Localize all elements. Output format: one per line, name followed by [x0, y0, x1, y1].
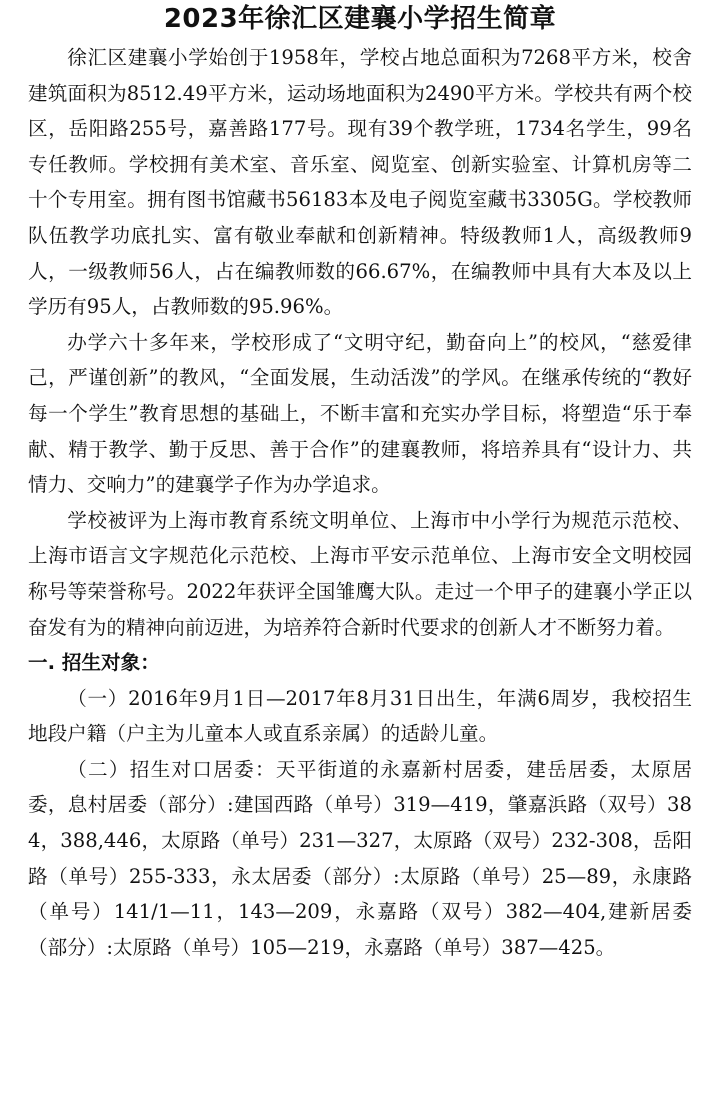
enrollment-item-age: （一）2016年9月1日—2017年8月31日出生，年满6周岁，我校招生地段户籍（户主为儿童本人或直系亲属）的适龄儿童。 — [28, 686, 692, 746]
intro-paragraph: 徐汇区建襄小学始创于1958年，学校占地总面积为7268平方米，校舍建筑面积为8512.49平方米，运动场地面积为2490平方米。学校共有两个校区，岳阳路255号，嘉善路177号。现有39个教学班，1734名学生，99名专任教师。学校拥有美术室、音乐室、阅览室、创新实验室、计算机房等二十个专用室。拥有图书馆藏书56183本及电子阅览室藏书3305G。学校教师队伍教学功底扎实、富有敬业奉献和创新精神。特级教师1人，高级教师9人，一级教师56人，占在编教师数的66.67%，在编教师中具有大本及以上学历有95人，占教师数的95.96%。 — [28, 46, 692, 319]
honors-paragraph: 学校被评为上海市教育系统文明单位、上海市中小学行为规范示范校、上海市语言文字规范化示范校、上海市平安示范单位、上海市安全文明校园称号等荣誉称号。2022年获评全国雏鹰大队。走过一个甲子的建襄小学正以奋发有为的精神向前迈进，为培养符合新时代要求的创新人才不断努力着。 — [28, 508, 692, 639]
document-title: 2023年徐汇区建襄小学招生简章 — [163, 4, 557, 34]
culture-paragraph: 办学六十多年来，学校形成了“文明守纪，勤奋向上”的校风，“慈爱律己，严谨创新”的教风，“全面发展，生动活泼”的学风。在继承传统的“教好每一个学生”教育思想的基础上，不断丰富和充实办学目标，将塑造“乐于奉献、精于教学、勤于反思、善于合作”的建襄教师，将培养具有“设计力、共情力、交响力”的建襄学子作为办学追求。 — [28, 330, 692, 497]
enrollment-item-district: （二）招生对口居委：天平街道的永嘉新村居委，建岳居委，太原居委，息村居委（部分）:建国西路（单号）319—419，肇嘉浜路（双号）384，388,446，太原路（单号）231—327，太原路（双号）232-308，岳阳路（单号）255-333，永太居委（部分）:太原路（单号）25—89，永康路（单号）141/1—11，143—209，永嘉路（双号）382—404,建新居委（部分）:太原路（单号）105—219，永嘉路（单号）387—425。 — [28, 757, 692, 959]
section-heading-enrollment-target: 一. 招生对象： — [28, 651, 160, 675]
